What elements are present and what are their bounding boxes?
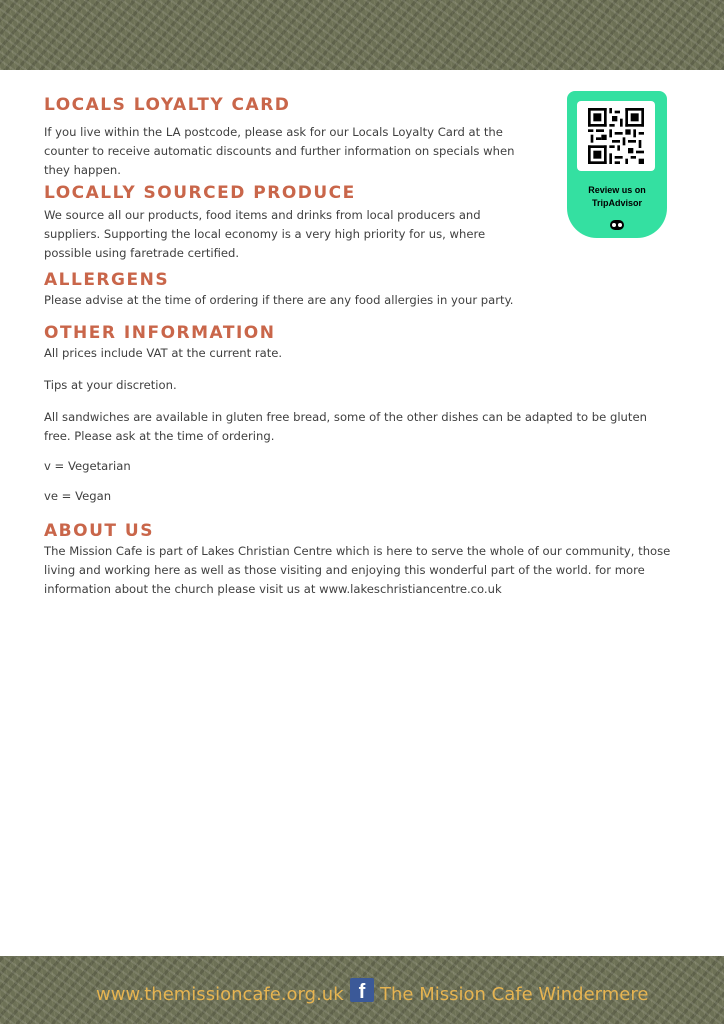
tripadvisor-owl-icon bbox=[610, 220, 624, 230]
facebook-icon[interactable]: f bbox=[350, 978, 374, 1002]
qr-code-icon bbox=[588, 108, 644, 164]
tripadvisor-caption-line1: Review us on bbox=[588, 185, 646, 195]
other-info-heading: OTHER INFORMATION bbox=[44, 323, 276, 343]
produce-heading: LOCALLY SOURCED PRODUCE bbox=[44, 183, 356, 203]
other-info-line: All sandwiches are available in gluten free bread, some of the other dishes can be adapted to be gluten free. Please ask at the time of ordering. bbox=[44, 410, 647, 443]
tripadvisor-badge[interactable] bbox=[567, 91, 667, 238]
produce-text: We source all our products, food items and drinks from local producers and suppliers. Supporting the local economy is a very high priority for us, where possible using faretrade certified. bbox=[44, 208, 486, 260]
vegan-key: ve = Vegan bbox=[44, 489, 112, 503]
loyalty-text: If you live within the LA postcode, please ask for our Locals Loyalty Card at the counter to receive automatic discounts and further information on specials when they happen. bbox=[44, 125, 515, 177]
qr-code[interactable] bbox=[577, 101, 655, 171]
tripadvisor-caption bbox=[567, 184, 667, 210]
other-info-line: All prices include VAT at the current rate. bbox=[44, 346, 283, 360]
tripadvisor-caption-line2: TripAdvisor bbox=[591, 198, 642, 208]
allergens-text: Please advise at the time of ordering if there are any food allergies in your party. bbox=[44, 293, 514, 307]
about-heading: ABOUT US bbox=[44, 521, 154, 541]
facebook-page-link[interactable]: The Mission Cafe Windermere bbox=[380, 984, 649, 1005]
other-info-line: Tips at your discretion. bbox=[44, 378, 177, 392]
allergens-heading: ALLERGENS bbox=[44, 270, 170, 290]
vegetarian-key: v = Vegetarian bbox=[44, 459, 131, 473]
website-link[interactable]: www.themissioncafe.org.uk bbox=[96, 984, 344, 1005]
header-texture-band bbox=[0, 0, 724, 70]
about-text: The Mission Cafe is part of Lakes Christian Centre which is here to serve the whole of our community, those living and working here as well as those visiting and enjoying this wonderful part of the world. for more information about the church please visit us at www.lakeschristiancentre.co.uk bbox=[44, 544, 671, 596]
loyalty-heading: LOCALS LOYALTY CARD bbox=[44, 95, 291, 115]
